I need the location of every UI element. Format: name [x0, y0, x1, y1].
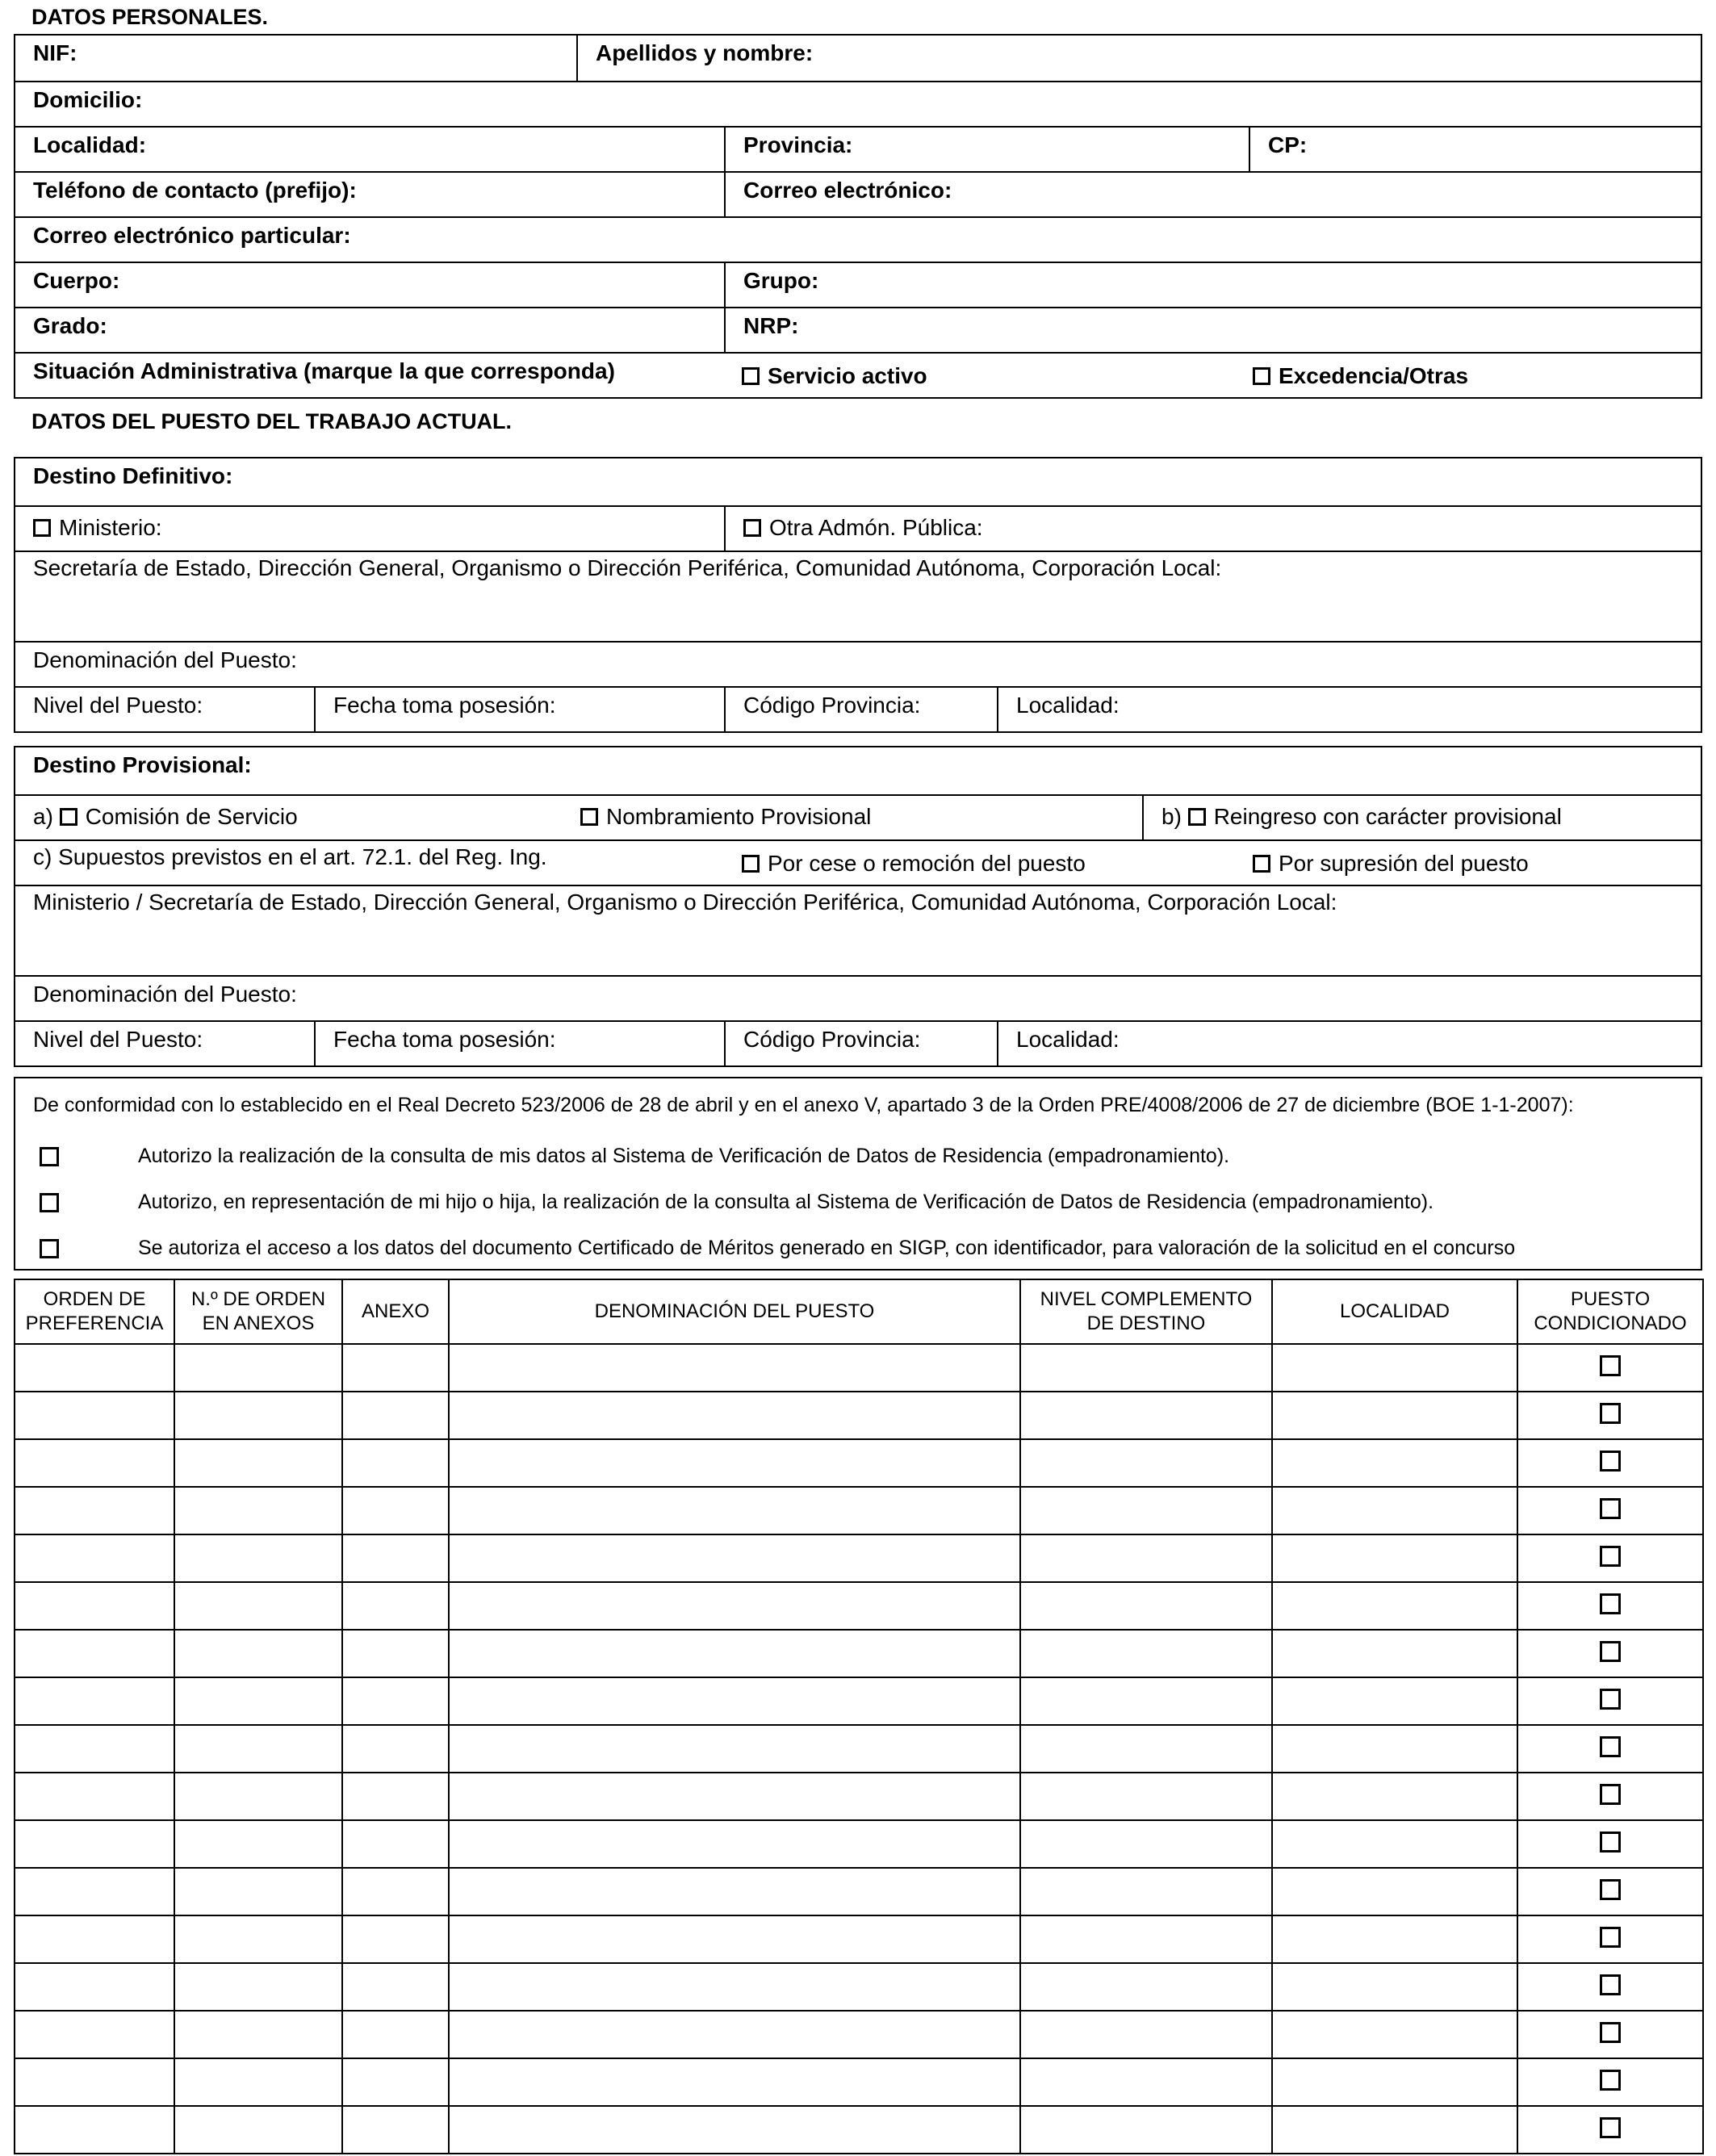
consent-section — [14, 1077, 1702, 1271]
table-cell[interactable] — [174, 1344, 342, 1392]
servicio-activo-label: Servicio activo — [768, 363, 927, 388]
table-cell[interactable] — [342, 1963, 449, 2011]
table-cell[interactable] — [15, 1773, 174, 1820]
table-cell[interactable] — [174, 1868, 342, 1915]
supresion-option[interactable] — [1253, 841, 1701, 885]
provisional-denominacion-field[interactable]: Denominación del Puesto: — [33, 982, 297, 1007]
table-cell[interactable] — [1020, 1534, 1272, 1582]
table-cell[interactable] — [449, 1630, 1020, 1677]
header-norden: N.º DE ORDEN EN ANEXOS — [174, 1279, 342, 1344]
checkbox-icon[interactable] — [40, 1147, 59, 1166]
table-row — [15, 1963, 1703, 2011]
table-cell[interactable] — [1517, 1487, 1703, 1534]
consent-item[interactable] — [33, 1179, 1683, 1225]
consent-item-label: Autorizo la realización de la consulta de mis datos al Sistema de Verificación de Datos de Residencia (empadronamiento). — [138, 1145, 1230, 1167]
table-cell[interactable] — [15, 2058, 174, 2106]
row-provisional-ab — [15, 794, 1701, 839]
checkbox-icon[interactable] — [1600, 2070, 1621, 2091]
table-cell[interactable] — [342, 1582, 449, 1630]
table-cell[interactable] — [174, 2011, 342, 2058]
consent-item[interactable] — [33, 1225, 1683, 1271]
table-cell[interactable] — [1020, 2106, 1272, 2154]
table-row — [15, 1582, 1703, 1630]
table-cell[interactable] — [15, 1344, 174, 1392]
row-provisional-c — [15, 839, 1701, 885]
row-telefono — [15, 171, 1701, 216]
telefono-field[interactable]: Teléfono de contacto (prefijo): — [33, 178, 357, 203]
row-grado — [15, 307, 1701, 352]
definitivo-localidad-field[interactable]: Localidad: — [997, 688, 1701, 731]
table-cell[interactable] — [1272, 1487, 1517, 1534]
checkbox-icon[interactable] — [1253, 855, 1270, 873]
table-cell[interactable] — [1517, 1344, 1703, 1392]
table-cell[interactable] — [174, 1915, 342, 1963]
table-cell[interactable] — [449, 2106, 1020, 2154]
table-cell[interactable] — [1272, 1677, 1517, 1725]
header-nivel: NIVEL COMPLEMENTO DE DESTINO — [1020, 1279, 1272, 1344]
table-cell[interactable] — [1517, 1725, 1703, 1773]
table-cell[interactable] — [1272, 1915, 1517, 1963]
correo-particular-field[interactable]: Correo electrónico particular: — [33, 223, 351, 248]
table-cell[interactable] — [1517, 2011, 1703, 2058]
table-row — [15, 1868, 1703, 1915]
table-cell[interactable] — [15, 1392, 174, 1439]
table-cell[interactable] — [1272, 1820, 1517, 1868]
table-cell[interactable] — [1272, 1963, 1517, 2011]
destino-definitivo-section — [14, 457, 1702, 733]
table-row — [15, 2011, 1703, 2058]
table-row — [15, 1630, 1703, 1677]
header-denominacion: DENOMINACIÓN DEL PUESTO — [449, 1279, 1020, 1344]
table-cell[interactable] — [342, 1915, 449, 1963]
table-cell[interactable] — [1272, 1773, 1517, 1820]
nrp-field[interactable]: NRP: — [724, 308, 1701, 352]
consent-intro: De conformidad con lo establecido en el Real Decreto 523/2006 de 28 de abril y en el anexo V, apartado 3 de la Orden PRE/4008/2006 de 27 de diciembre (BOE 1-1-2007): — [33, 1094, 1574, 1116]
table-cell[interactable] — [1517, 1534, 1703, 1582]
checkbox-icon[interactable] — [1600, 1593, 1621, 1614]
nif-field[interactable]: NIF: — [33, 40, 77, 65]
table-cell[interactable] — [15, 1915, 174, 1963]
table-cell[interactable] — [1272, 2058, 1517, 2106]
comision-option[interactable] — [15, 796, 580, 839]
table-cell[interactable] — [342, 1725, 449, 1773]
table-row — [15, 1820, 1703, 1868]
table-cell[interactable] — [342, 1439, 449, 1487]
grupo-field[interactable]: Grupo: — [724, 263, 1701, 307]
table-cell[interactable] — [174, 1820, 342, 1868]
personal-data-section — [14, 34, 1702, 399]
table-row — [15, 1487, 1703, 1534]
table-cell[interactable] — [174, 1392, 342, 1439]
table-cell[interactable] — [1020, 1820, 1272, 1868]
table-cell[interactable] — [174, 1773, 342, 1820]
table-cell[interactable] — [1020, 1773, 1272, 1820]
checkbox-icon[interactable] — [1600, 1689, 1621, 1710]
table-cell[interactable] — [342, 1820, 449, 1868]
table-cell[interactable] — [1272, 1868, 1517, 1915]
table-cell[interactable] — [449, 1773, 1020, 1820]
table-cell[interactable] — [15, 2106, 174, 2154]
table-cell[interactable] — [15, 1677, 174, 1725]
otra-admon-option[interactable] — [724, 507, 1701, 551]
table-cell[interactable] — [1517, 1773, 1703, 1820]
table-cell[interactable] — [342, 2106, 449, 2154]
table-cell[interactable] — [342, 1392, 449, 1439]
table-cell[interactable] — [342, 1534, 449, 1582]
situacion-label: Situación Administrativa (marque la que corresponda) — [33, 358, 615, 383]
checkbox-icon[interactable] — [40, 1193, 59, 1212]
table-cell[interactable] — [1272, 2106, 1517, 2154]
header-localidad: LOCALIDAD — [1272, 1279, 1517, 1344]
checkbox-icon[interactable] — [1600, 1546, 1621, 1567]
cp-field[interactable]: CP: — [1249, 128, 1701, 171]
table-cell[interactable] — [1517, 1582, 1703, 1630]
checkbox-icon[interactable] — [1600, 1736, 1621, 1757]
table-cell[interactable] — [1272, 1392, 1517, 1439]
definitivo-title: Destino Definitivo: — [33, 463, 233, 488]
row-definitivo-nivel — [15, 686, 1701, 731]
table-cell[interactable] — [342, 1487, 449, 1534]
row-provisional-organismo — [15, 885, 1701, 975]
table-cell[interactable] — [1517, 1820, 1703, 1868]
table-cell[interactable] — [1517, 1439, 1703, 1487]
table-cell[interactable] — [1517, 1392, 1703, 1439]
table-cell[interactable] — [449, 1963, 1020, 2011]
table-cell[interactable] — [15, 1487, 174, 1534]
localidad-field[interactable]: Localidad: — [33, 132, 147, 157]
table-cell[interactable] — [1517, 2106, 1703, 2154]
excedencia-option[interactable] — [1253, 354, 1701, 397]
table-cell[interactable] — [1517, 1963, 1703, 2011]
table-row — [15, 1534, 1703, 1582]
checkbox-icon[interactable] — [1600, 2022, 1621, 2043]
checkbox-icon[interactable] — [1600, 1974, 1621, 1995]
cese-label: Por cese o remoción del puesto — [768, 851, 1086, 876]
table-cell[interactable] — [1020, 1915, 1272, 1963]
table-cell[interactable] — [449, 2058, 1020, 2106]
table-cell[interactable] — [1517, 2058, 1703, 2106]
table-cell[interactable] — [342, 2058, 449, 2106]
table-cell[interactable] — [1020, 1725, 1272, 1773]
table-cell[interactable] — [174, 1582, 342, 1630]
table-cell[interactable] — [1517, 1630, 1703, 1677]
table-cell[interactable] — [1020, 2058, 1272, 2106]
nombramiento-label: Nombramiento Provisional — [606, 804, 872, 829]
table-cell[interactable] — [1272, 2011, 1517, 2058]
nombre-field[interactable]: Apellidos y nombre: — [576, 36, 1701, 81]
definitivo-organismo-field[interactable]: Secretaría de Estado, Dirección General, Organismo o Dirección Periférica, Comunidad Autónoma, Corporación Local: — [33, 555, 1222, 580]
b-prefix: b) — [1161, 804, 1182, 829]
table-cell[interactable] — [342, 1773, 449, 1820]
provisional-localidad-field[interactable]: Localidad: — [997, 1022, 1701, 1065]
table-cell[interactable] — [15, 1868, 174, 1915]
provisional-title: Destino Provisional: — [33, 752, 252, 777]
supuestos-label: c) Supuestos previstos en el art. 72.1. del Reg. Ing. — [33, 844, 547, 869]
provisional-codigo-field[interactable]: Código Provincia: — [724, 1022, 997, 1065]
table-cell[interactable] — [1020, 1392, 1272, 1439]
preference-table — [14, 1279, 1704, 2154]
row-localidad — [15, 126, 1701, 171]
provisional-fecha-field[interactable]: Fecha toma posesión: — [314, 1022, 724, 1065]
table-cell[interactable] — [1272, 1439, 1517, 1487]
table-cell[interactable] — [15, 1630, 174, 1677]
table-cell[interactable] — [1020, 1487, 1272, 1534]
checkbox-icon[interactable] — [1600, 2117, 1621, 2138]
table-cell[interactable] — [449, 1534, 1020, 1582]
row-definitivo-organismo — [15, 551, 1701, 641]
table-cell[interactable] — [342, 1344, 449, 1392]
table-cell[interactable] — [174, 1487, 342, 1534]
checkbox-icon[interactable] — [742, 367, 760, 385]
table-body — [15, 1344, 1703, 2154]
row-definitivo-title — [15, 458, 1701, 505]
table-cell[interactable] — [449, 1392, 1020, 1439]
table-cell[interactable] — [449, 2011, 1020, 2058]
table-cell[interactable] — [174, 1677, 342, 1725]
checkbox-icon[interactable] — [1600, 1784, 1621, 1805]
table-row — [15, 1773, 1703, 1820]
provincia-field[interactable]: Provincia: — [724, 128, 1249, 171]
cese-option[interactable] — [738, 841, 1253, 885]
header-anexo: ANEXO — [342, 1279, 449, 1344]
table-cell[interactable] — [342, 1868, 449, 1915]
table-cell[interactable] — [174, 1725, 342, 1773]
table-cell[interactable] — [174, 2106, 342, 2154]
table-cell[interactable] — [1272, 1344, 1517, 1392]
checkbox-icon[interactable] — [742, 855, 760, 873]
servicio-activo-option[interactable] — [738, 354, 1253, 397]
table-cell[interactable] — [1020, 2011, 1272, 2058]
table-cell[interactable] — [174, 1963, 342, 2011]
row-situacion — [15, 352, 1701, 397]
table-cell[interactable] — [449, 1820, 1020, 1868]
table-cell[interactable] — [1517, 1915, 1703, 1963]
table-cell[interactable] — [1020, 1582, 1272, 1630]
definitivo-codigo-field[interactable]: Código Provincia: — [724, 688, 997, 731]
table-cell[interactable] — [1517, 1868, 1703, 1915]
table-cell[interactable] — [1020, 1630, 1272, 1677]
table-cell[interactable] — [449, 1868, 1020, 1915]
table-cell[interactable] — [15, 2011, 174, 2058]
header-condicionado: PUESTO CONDICIONADO — [1517, 1279, 1703, 1344]
otra-admon-label: Otra Admón. Pública: — [769, 515, 983, 540]
checkbox-icon[interactable] — [1600, 1498, 1621, 1519]
ministerio-option[interactable] — [15, 507, 724, 551]
table-row — [15, 1725, 1703, 1773]
table-cell[interactable] — [449, 1344, 1020, 1392]
row-nif — [15, 36, 1701, 81]
checkbox-icon[interactable] — [60, 808, 77, 826]
checkbox-icon[interactable] — [40, 1239, 59, 1258]
table-cell[interactable] — [15, 1534, 174, 1582]
row-definitivo-options — [15, 505, 1701, 551]
section-title-personal: DATOS PERSONALES. — [31, 5, 269, 29]
checkbox-icon[interactable] — [1253, 367, 1270, 385]
table-cell[interactable] — [174, 2058, 342, 2106]
grado-field[interactable]: Grado: — [33, 313, 107, 338]
table-row — [15, 1915, 1703, 1963]
table-cell[interactable] — [15, 1963, 174, 2011]
provisional-organismo-field[interactable]: Ministerio / Secretaría de Estado, Dirección General, Organismo o Dirección Periférica, Comunidad Autónoma, Corporación Local: — [33, 890, 1337, 915]
cuerpo-field[interactable]: Cuerpo: — [33, 268, 120, 293]
reingreso-option[interactable] — [1142, 796, 1701, 839]
checkbox-icon[interactable] — [1600, 1832, 1621, 1852]
table-cell[interactable] — [1020, 1439, 1272, 1487]
checkbox-icon[interactable] — [1600, 1355, 1621, 1376]
table-header-row — [15, 1279, 1703, 1344]
nombramiento-option[interactable] — [580, 796, 1142, 839]
destino-provisional-section — [14, 746, 1702, 1067]
table-cell[interactable] — [449, 1915, 1020, 1963]
table-cell[interactable] — [342, 1630, 449, 1677]
row-cuerpo — [15, 262, 1701, 307]
row-correo-particular — [15, 216, 1701, 262]
row-provisional-denominacion — [15, 975, 1701, 1020]
table-cell[interactable] — [342, 1677, 449, 1725]
definitivo-denominacion-field[interactable]: Denominación del Puesto: — [33, 647, 297, 672]
table-cell[interactable] — [15, 1725, 174, 1773]
header-orden: ORDEN DE PREFERENCIA — [15, 1279, 174, 1344]
consent-item[interactable] — [33, 1133, 1683, 1179]
table-cell[interactable] — [449, 1677, 1020, 1725]
table-cell[interactable] — [1272, 1630, 1517, 1677]
table-cell[interactable] — [15, 1820, 174, 1868]
provisional-nivel-field[interactable]: Nivel del Puesto: — [33, 1027, 203, 1052]
section-title-puesto: DATOS DEL PUESTO DEL TRABAJO ACTUAL. — [31, 409, 513, 433]
comision-label: Comisión de Servicio — [85, 804, 298, 829]
checkbox-icon[interactable] — [1188, 808, 1206, 826]
row-provisional-nivel — [15, 1020, 1701, 1065]
table-row — [15, 1344, 1703, 1392]
table-cell[interactable] — [1020, 1344, 1272, 1392]
application-form — [14, 0, 1702, 2154]
checkbox-icon[interactable] — [743, 519, 761, 537]
definitivo-nivel-field[interactable]: Nivel del Puesto: — [33, 693, 203, 718]
table-cell[interactable] — [174, 1534, 342, 1582]
row-definitivo-denominacion — [15, 641, 1701, 686]
definitivo-fecha-field[interactable]: Fecha toma posesión: — [314, 688, 724, 731]
row-domicilio — [15, 81, 1701, 126]
consent-item-label: Autorizo, en representación de mi hijo o hija, la realización de la consulta al Sistema de Verificación de Datos de Residencia (empadronamiento). — [138, 1191, 1434, 1213]
table-row — [15, 2106, 1703, 2154]
table-cell[interactable] — [1020, 1677, 1272, 1725]
row-provisional-title — [15, 747, 1701, 794]
table-cell[interactable] — [449, 1582, 1020, 1630]
checkbox-icon[interactable] — [580, 808, 598, 826]
table-row — [15, 1439, 1703, 1487]
consent-item-label: Se autoriza el acceso a los datos del documento Certificado de Méritos generado en SIGP, con identificador, para valoración de la solicitud en el concurso — [138, 1237, 1516, 1259]
checkbox-icon[interactable] — [1600, 1927, 1621, 1948]
table-cell[interactable] — [1020, 1963, 1272, 2011]
checkbox-icon[interactable] — [1600, 1403, 1621, 1424]
correo-field[interactable]: Correo electrónico: — [724, 173, 1701, 216]
table-cell[interactable] — [15, 1582, 174, 1630]
checkbox-icon[interactable] — [1600, 1641, 1621, 1662]
table-cell[interactable] — [174, 1630, 342, 1677]
table-cell[interactable] — [342, 2011, 449, 2058]
table-cell[interactable] — [449, 1487, 1020, 1534]
checkbox-icon[interactable] — [1600, 1879, 1621, 1900]
table-cell[interactable] — [1020, 1868, 1272, 1915]
checkbox-icon[interactable] — [1600, 1451, 1621, 1472]
table-cell[interactable] — [1272, 1534, 1517, 1582]
table-row — [15, 2058, 1703, 2106]
table-cell[interactable] — [1272, 1725, 1517, 1773]
table-cell[interactable] — [15, 1439, 174, 1487]
excedencia-label: Excedencia/Otras — [1279, 363, 1469, 388]
a-prefix: a) — [33, 804, 53, 829]
table-cell[interactable] — [174, 1439, 342, 1487]
table-row — [15, 1392, 1703, 1439]
table-cell[interactable] — [449, 1725, 1020, 1773]
domicilio-field[interactable]: Domicilio: — [33, 87, 143, 112]
table-cell[interactable] — [1517, 1677, 1703, 1725]
checkbox-icon[interactable] — [33, 519, 51, 537]
table-cell[interactable] — [449, 1439, 1020, 1487]
supresion-label: Por supresión del puesto — [1279, 851, 1529, 876]
table-cell[interactable] — [1272, 1582, 1517, 1630]
ministerio-label: Ministerio: — [59, 515, 162, 540]
reingreso-label: Reingreso con carácter provisional — [1213, 804, 1562, 829]
table-row — [15, 1677, 1703, 1725]
